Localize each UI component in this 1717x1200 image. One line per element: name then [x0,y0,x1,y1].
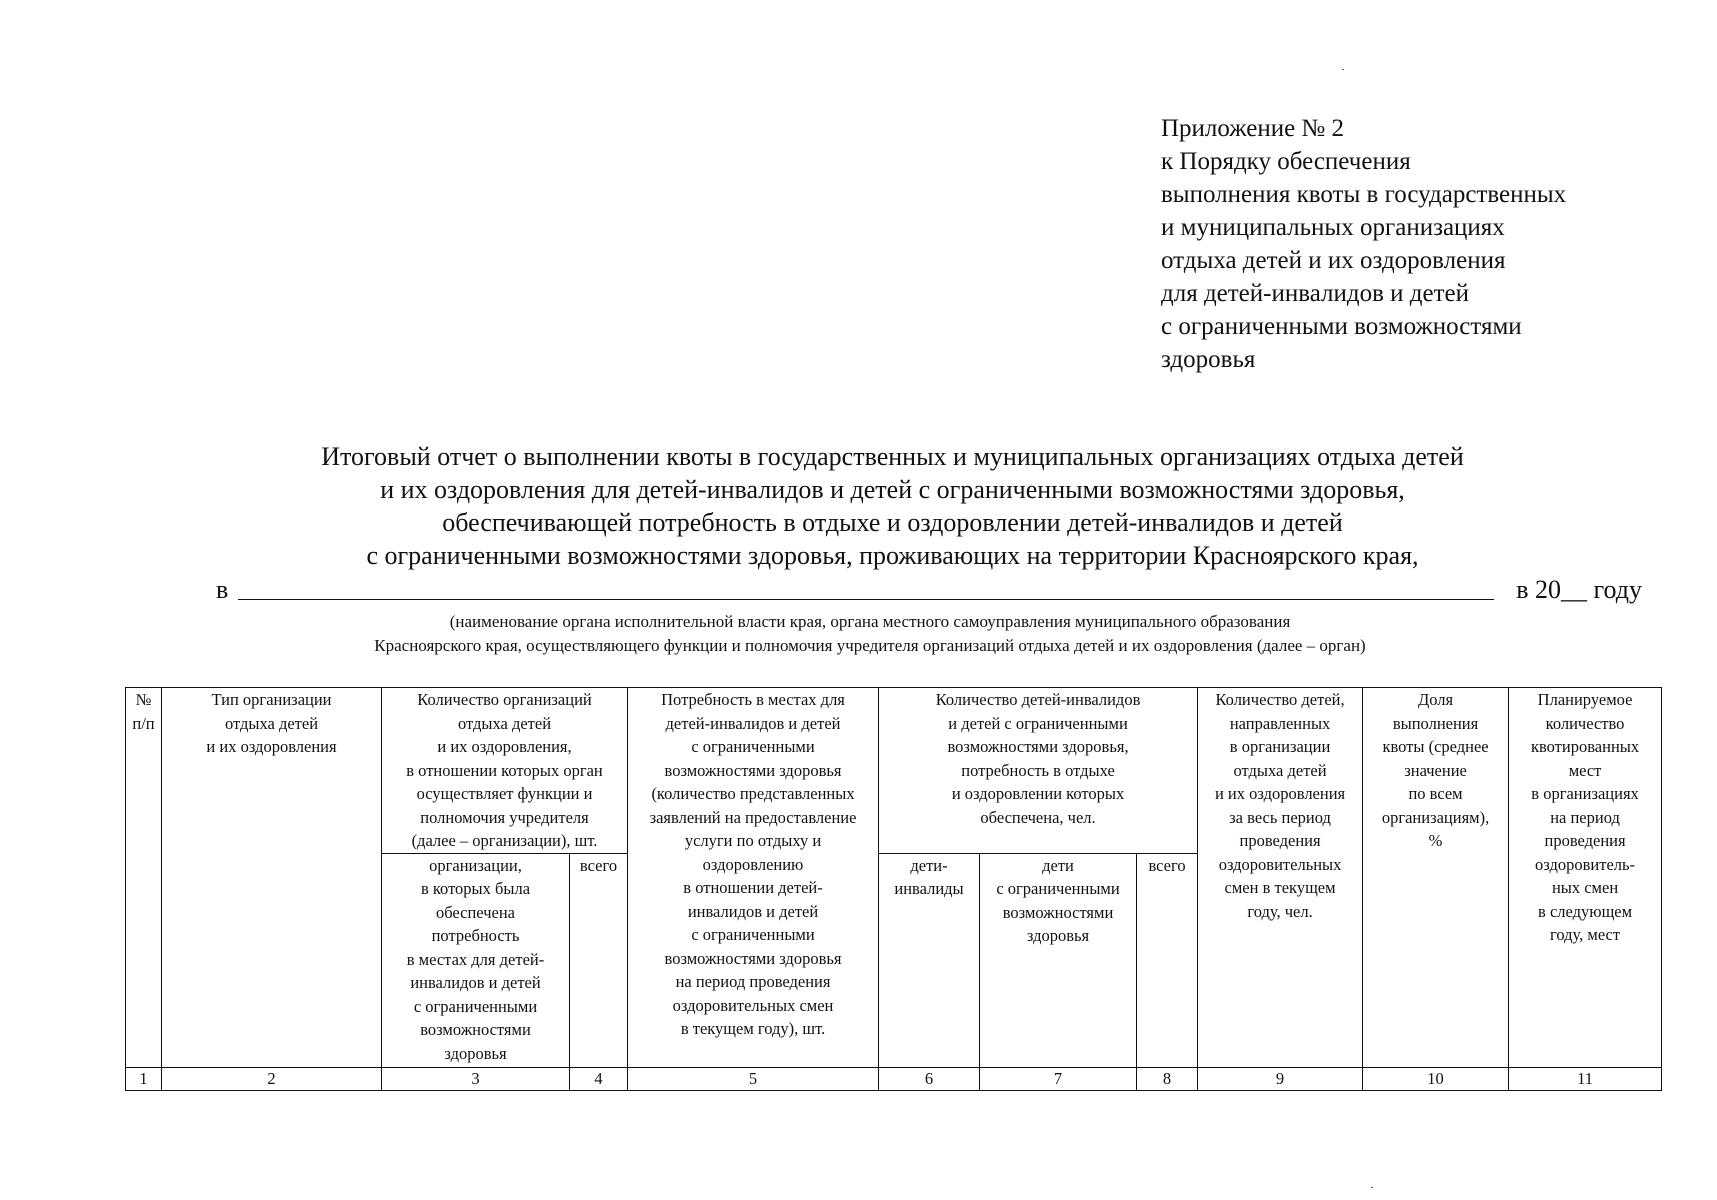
appendix-line: к Порядку обеспечения [1161,148,1411,175]
appendix-line: с ограниченными возможностями [1161,313,1522,340]
column-number: 6 [879,1067,980,1090]
authority-fill-in-row [212,572,1642,608]
column-number: 4 [570,1067,628,1090]
header-quota-share: Доля выполнения квоты (среднее значение по всем организациям), % [1363,688,1509,1068]
appendix-line: Приложение № 2 [1161,115,1345,142]
header-places-demand: Потребность в местах для детей-инвалидов и детей с ограниченными возможностями здоровья (количество представленных заявлений на предоставление услуги по отдыху и оздоровлению в отношении детей- инвалидов и детей с ограниченными возможностями здоровья на период проведения оздоровительных смен в текущем году), шт. [628,688,879,1068]
header-organizations-provided: организации, в которых была обеспечена потребность в местах для детей- инвалидов и детей с ограниченными возможностями здоровья [382,853,570,1067]
column-number: 8 [1137,1067,1198,1090]
column-number: 3 [382,1067,570,1090]
title-line: обеспечивающей потребность в отдыхе и оздоровлении детей-инвалидов и детей [442,508,1343,537]
appendix-block [1161,112,1681,376]
table-header-row [126,688,1662,854]
column-number: 2 [162,1067,382,1090]
column-number: 11 [1509,1067,1662,1090]
appendix-line: здоровья [1161,346,1256,373]
fill-in-year: в 20__ году [1516,575,1642,604]
fill-in-prefix: в [216,575,229,604]
caption-line: Красноярского края, осуществляющего функции и полномочия учредителя организаций отдыха детей и их оздоровления (далее – орган) [374,636,1366,655]
header-planned-places: Планируемое количество квотированных мест в организациях на период проведения оздоровитель- ных смен в следующем году, мест [1509,688,1662,1068]
report-title [120,440,1665,572]
column-number: 9 [1198,1067,1363,1090]
fill-in-caption [200,610,1540,658]
header-organizations-count-group: Количество организаций отдыха детей и их оздоровления, в отношении которых орган осуществляет функции и полномочия учредителя (далее – организации), шт. [382,688,628,854]
column-number: 5 [628,1067,879,1090]
caption-line: (наименование органа исполнительной власти края, органа местного самоуправления муниципального образования [449,612,1291,631]
header-children-count-group: Количество детей-инвалидов и детей с ограниченными возможностями здоровья, потребность в отдыхе и оздоровлении которых обеспечена, чел. [879,688,1198,854]
header-organization-type: Тип организации отдыха детей и их оздоровления [162,688,382,1068]
title-line: с ограниченными возможностями здоровья, проживающих на территории Красноярского края, [366,541,1419,570]
header-children-sent: Количество детей, направленных в организации отдыха детей и их оздоровления за весь период проведения оздоровительных смен в текущем году, чел. [1198,688,1363,1068]
column-number-row [126,1067,1662,1090]
header-disabled-children: дети- инвалиды [879,853,980,1067]
column-number: 7 [980,1067,1137,1090]
report-table [125,687,1662,1091]
header-children-limited-health: дети с ограниченными возможностями здоровья [980,853,1137,1067]
scan-speck [1342,69,1344,70]
appendix-line: выполнения квоты в государственных [1161,181,1567,208]
authority-blank-line[interactable] [238,599,1494,600]
header-organizations-total: всего [570,853,628,1067]
appendix-line: отдыха детей и их оздоровления [1161,247,1506,274]
title-line: Итоговый отчет о выполнении квоты в государственных и муниципальных организациях отдыха детей [321,442,1464,471]
header-row-number: № п/п [126,688,162,1068]
column-number: 10 [1363,1067,1509,1090]
scan-speck [1371,1187,1373,1188]
appendix-line: для детей-инвалидов и детей [1161,280,1470,307]
header-children-total: всего [1137,853,1198,1067]
appendix-line: и муниципальных организациях [1161,214,1505,241]
column-number: 1 [126,1067,162,1090]
title-line: и их оздоровления для детей-инвалидов и детей с ограниченными возможностями здоровья, [380,475,1405,504]
